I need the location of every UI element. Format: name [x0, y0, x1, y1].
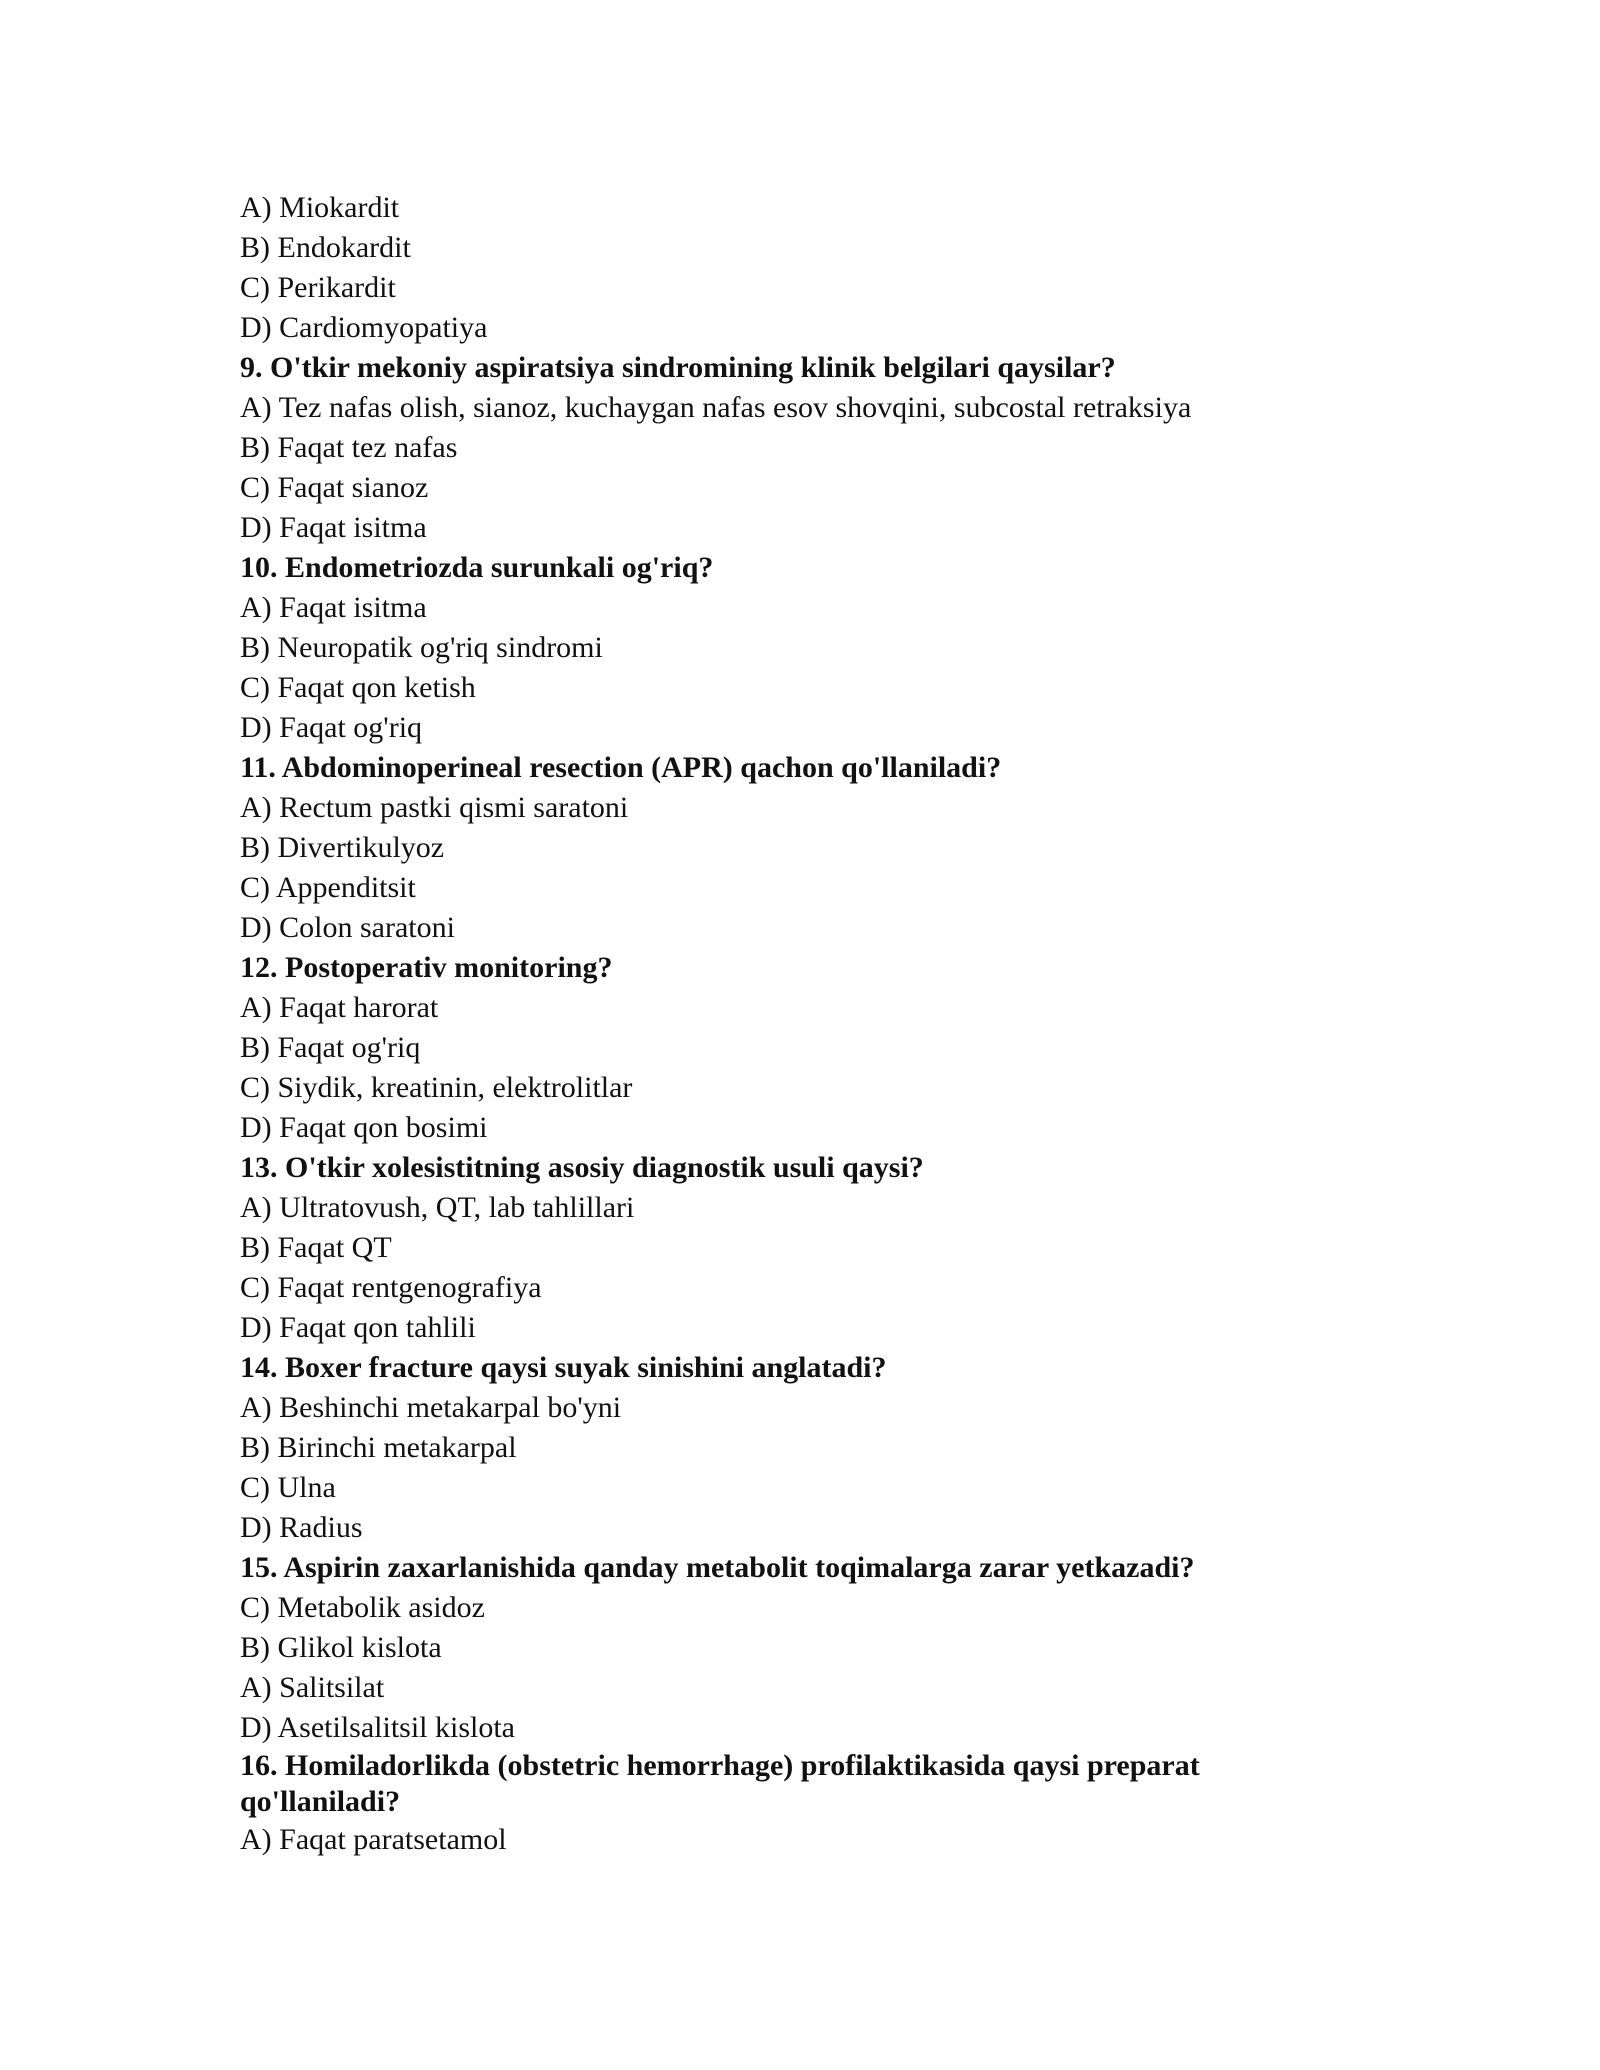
question-14-option-b: B) Birinchi metakarpal [240, 1431, 517, 1464]
question-10-text: 10. Endometriozda surunkali og'riq? [240, 551, 714, 584]
question-11-option-d: D) Colon saratoni [240, 911, 455, 944]
question-11-option-a: A) Rectum pastki qismi saratoni [240, 791, 629, 824]
question-9-text: 9. O'tkir mekoniy aspiratsiya sindromining klinik belgilari qaysilar? [240, 351, 1116, 384]
document-content [240, 188, 1300, 1860]
option-intro-d: D) Cardiomyopatiya [240, 311, 488, 344]
question-10-option-d: D) Faqat og'riq [240, 711, 423, 744]
option-intro-b: B) Endokardit [240, 231, 411, 264]
question-13-option-c: C) Faqat rentgenografiya [240, 1271, 542, 1304]
question-10-option-c: C) Faqat qon ketish [240, 671, 476, 704]
option-intro-a: A) Miokardit [240, 191, 400, 224]
question-9-option-b: B) Faqat tez nafas [240, 431, 458, 464]
question-13-text: 13. O'tkir xolesistitning asosiy diagnostik usuli qaysi? [240, 1151, 924, 1184]
question-16-text: 16. Homiladorlikda (obstetric hemorrhage) profilaktikasida qaysi preparat qo'llaniladi? [240, 1749, 1200, 1818]
question-9-option-c: C) Faqat sianoz [240, 471, 429, 504]
question-15-text: 15. Aspirin zaxarlanishida qanday metabolit toqimalarga zarar yetkazadi? [240, 1551, 1195, 1584]
question-12-option-d: D) Faqat qon bosimi [240, 1111, 488, 1144]
question-15-option-1: C) Metabolik asidoz [240, 1591, 485, 1624]
question-16-option-a: A) Faqat paratsetamol [240, 1823, 507, 1856]
question-11-text: 11. Abdominoperineal resection (APR) qachon qo'llaniladi? [240, 751, 1002, 784]
option-intro-c: C) Perikardit [240, 271, 396, 304]
question-12-option-c: C) Siydik, kreatinin, elektrolitlar [240, 1071, 633, 1104]
question-11-option-c: C) Appenditsit [240, 871, 416, 904]
question-12-option-b: B) Faqat og'riq [240, 1031, 421, 1064]
question-14-text: 14. Boxer fracture qaysi suyak sinishini anglatadi? [240, 1351, 887, 1384]
question-11-option-b: B) Divertikulyoz [240, 831, 445, 864]
question-9-option-d: D) Faqat isitma [240, 511, 427, 544]
question-15-option-3: A) Salitsilat [240, 1671, 385, 1704]
question-10-option-a: A) Faqat isitma [240, 591, 427, 624]
question-12-text: 12. Postoperativ monitoring? [240, 951, 613, 984]
question-13-option-a: A) Ultratovush, QT, lab tahlillari [240, 1191, 635, 1224]
question-14-option-d: D) Radius [240, 1511, 363, 1544]
question-12-option-a: A) Faqat harorat [240, 991, 439, 1024]
question-15-option-2: B) Glikol kislota [240, 1631, 442, 1664]
question-14-option-a: A) Beshinchi metakarpal bo'yni [240, 1391, 622, 1424]
question-13-option-d: D) Faqat qon tahlili [240, 1311, 476, 1344]
question-14-option-c: C) Ulna [240, 1471, 336, 1504]
question-15-option-4: D) Asetilsalitsil kislota [240, 1711, 515, 1744]
question-13-option-b: B) Faqat QT [240, 1231, 392, 1264]
question-9-option-a: A) Tez nafas olish, sianoz, kuchaygan nafas esov shovqini, subcostal retraksiya [240, 391, 1192, 424]
question-10-option-b: B) Neuropatik og'riq sindromi [240, 631, 603, 664]
